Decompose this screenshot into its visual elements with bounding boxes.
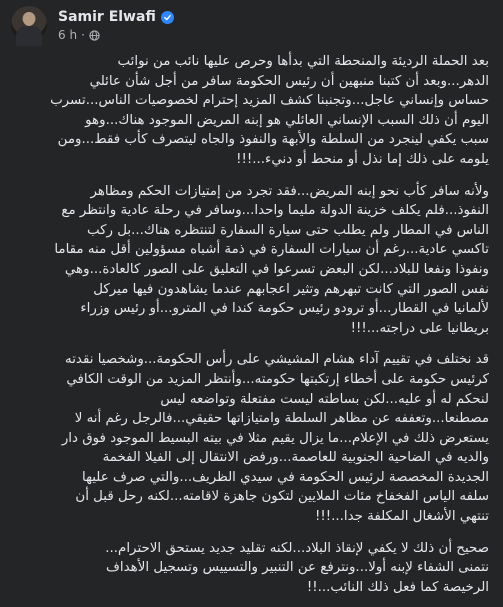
post-header [0, 0, 503, 52]
verified-badge-icon [161, 11, 174, 24]
avatar-face [23, 12, 35, 26]
globe-icon[interactable] [89, 30, 100, 41]
post-body [0, 52, 503, 607]
post-meta [58, 28, 100, 42]
author-name-row [58, 9, 174, 25]
author-avatar[interactable] [11, 6, 47, 42]
post-paragraph-4: صحيح أن ذلك لا يكفي لإنقاذ البلاد...لكنه تقليد جديد يستحق الاحترام... نتمنى الشفاء لإبنه أولا...ونترفع عن التنبير والتسييس وتسجيل الأهداف الرخيصة كما فعل ذلك النائب...!! [105, 540, 489, 595]
meta-separator: · [81, 28, 85, 42]
post-paragraph-2: ولأنه سافر كأب نحو إبنه المريض...فقد تجرد من إمتيازات الحكم ومظاهر النفوذ...فلم يكلف خزينة الدولة مليما واحدا...وسافر في رحلة عادية وانتظر مع الناس في المطار ولم يطلب حتى سيارة السفارة لتنتظره هناك...بل ركب تاكسي عادية...رغم أن سيارات السفارة في ذمة أشباه مسؤولين أقل منه مقاما ونفوذا ونفعا للبلاد...لكن البعض تسرعوا في التعليق على الصور كالعادة...وهي نفس الصور التي كانت تبهرهم وتثير اعجابهم عندما يشاهدون فيها ميركل لألمانيا في القطار...أو ترودو رئيس حكومة كندا في المترو...أو رئيس وزراء بريطانيا على دراجته...!!! [54, 183, 489, 336]
avatar-body [16, 26, 42, 46]
post-paragraph-1: بعد الحملة الرديئة والمنحطة التي بدأها وحرص عليها نائب من نوائب الدهر...وبعد أن كتبنا منبهين أن رئيس الحكومة سافر من أجل شأن عائلي حساس وإنساني عاجل...وتجنبنا كشف المزيد إحترام لخصوصيات الناس...تسرب اليوم أن ذلك السبب الإنساني العائلي هو إبنه المريض الموجود هناك...وهو سبب يكفي لينجرد من السلطة والأبهة والنفوذ والجاه ليتصرف كأب فقط...ومن يلومه على ذلك إما نذل أو منحط أو دنيء...!!! [50, 54, 489, 167]
post-time[interactable]: 6 h [58, 28, 78, 42]
post-paragraph-3: قد نختلف في تقييم آداء هشام المشيشي على رأس الحكومة...وشخصيا نقدته كرئيس حكومة على أخطاء إرتكبتها حكومته...وأنتظر المزيد من الوقت الكافي لنحكم له أو عليه...لكن بساطته ليست مفتعلة وتواضعه ليس مصطنعا...وتعففه عن مظاهر السلطة وامتيازاتها حقيقي...فالرجل رغم أنه لا يستعرض ذلك في الإعلام...ما يزال يقيم مثلا في بيته البسيط الموجود فوق دار والديه في الضاحية الجنوبية للعاصمة...ورفض الانتقال إلى الفيلا الفخمة الجديدة المخصصة لرئيس الحكومة في سيدي الظريف...والتي صرف عليها سلفه الياس الفخفاخ مئات الملايين لتكون جاهزة لاقامته...لكنه رحل قبل أن تنتهي الأشغال المكلفة جدا...!!! [61, 352, 489, 525]
author-name[interactable]: Samir Elwafi [58, 9, 156, 25]
